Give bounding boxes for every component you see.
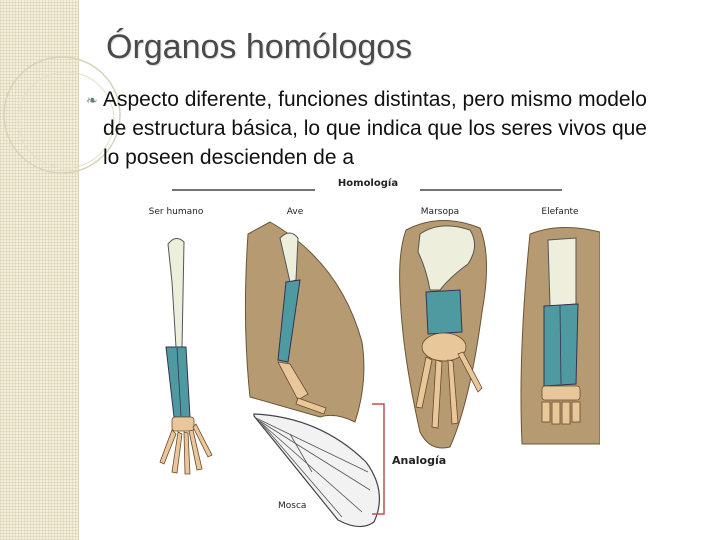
- homology-figure: [130, 172, 600, 534]
- analogy-label: Analogía: [392, 454, 447, 467]
- porpoise-label: Marsopa: [420, 207, 460, 217]
- fly-wing-illustration: [254, 414, 379, 527]
- bird-wing-illustration: [245, 222, 363, 422]
- porpoise-flipper-illustration: [400, 220, 487, 448]
- human-arm-illustration: [160, 238, 212, 474]
- bird-label: Ave: [286, 207, 304, 217]
- elephant-leg-illustration: [521, 227, 600, 444]
- slide-body-text: Aspecto diferente, funciones distintas, pero mismo modelo de estructura básica, lo que indica que los seres vivos que lo poseen descienden de a: [103, 88, 647, 169]
- fleuron-bullet-icon: ❧: [86, 92, 98, 108]
- elephant-label: Elefante: [541, 207, 579, 217]
- slide-title: Órganos homólogos: [106, 28, 413, 66]
- figure-header-label: Homología: [337, 178, 399, 189]
- human-label: Ser humano: [148, 207, 204, 217]
- fly-label: Mosca: [278, 501, 307, 511]
